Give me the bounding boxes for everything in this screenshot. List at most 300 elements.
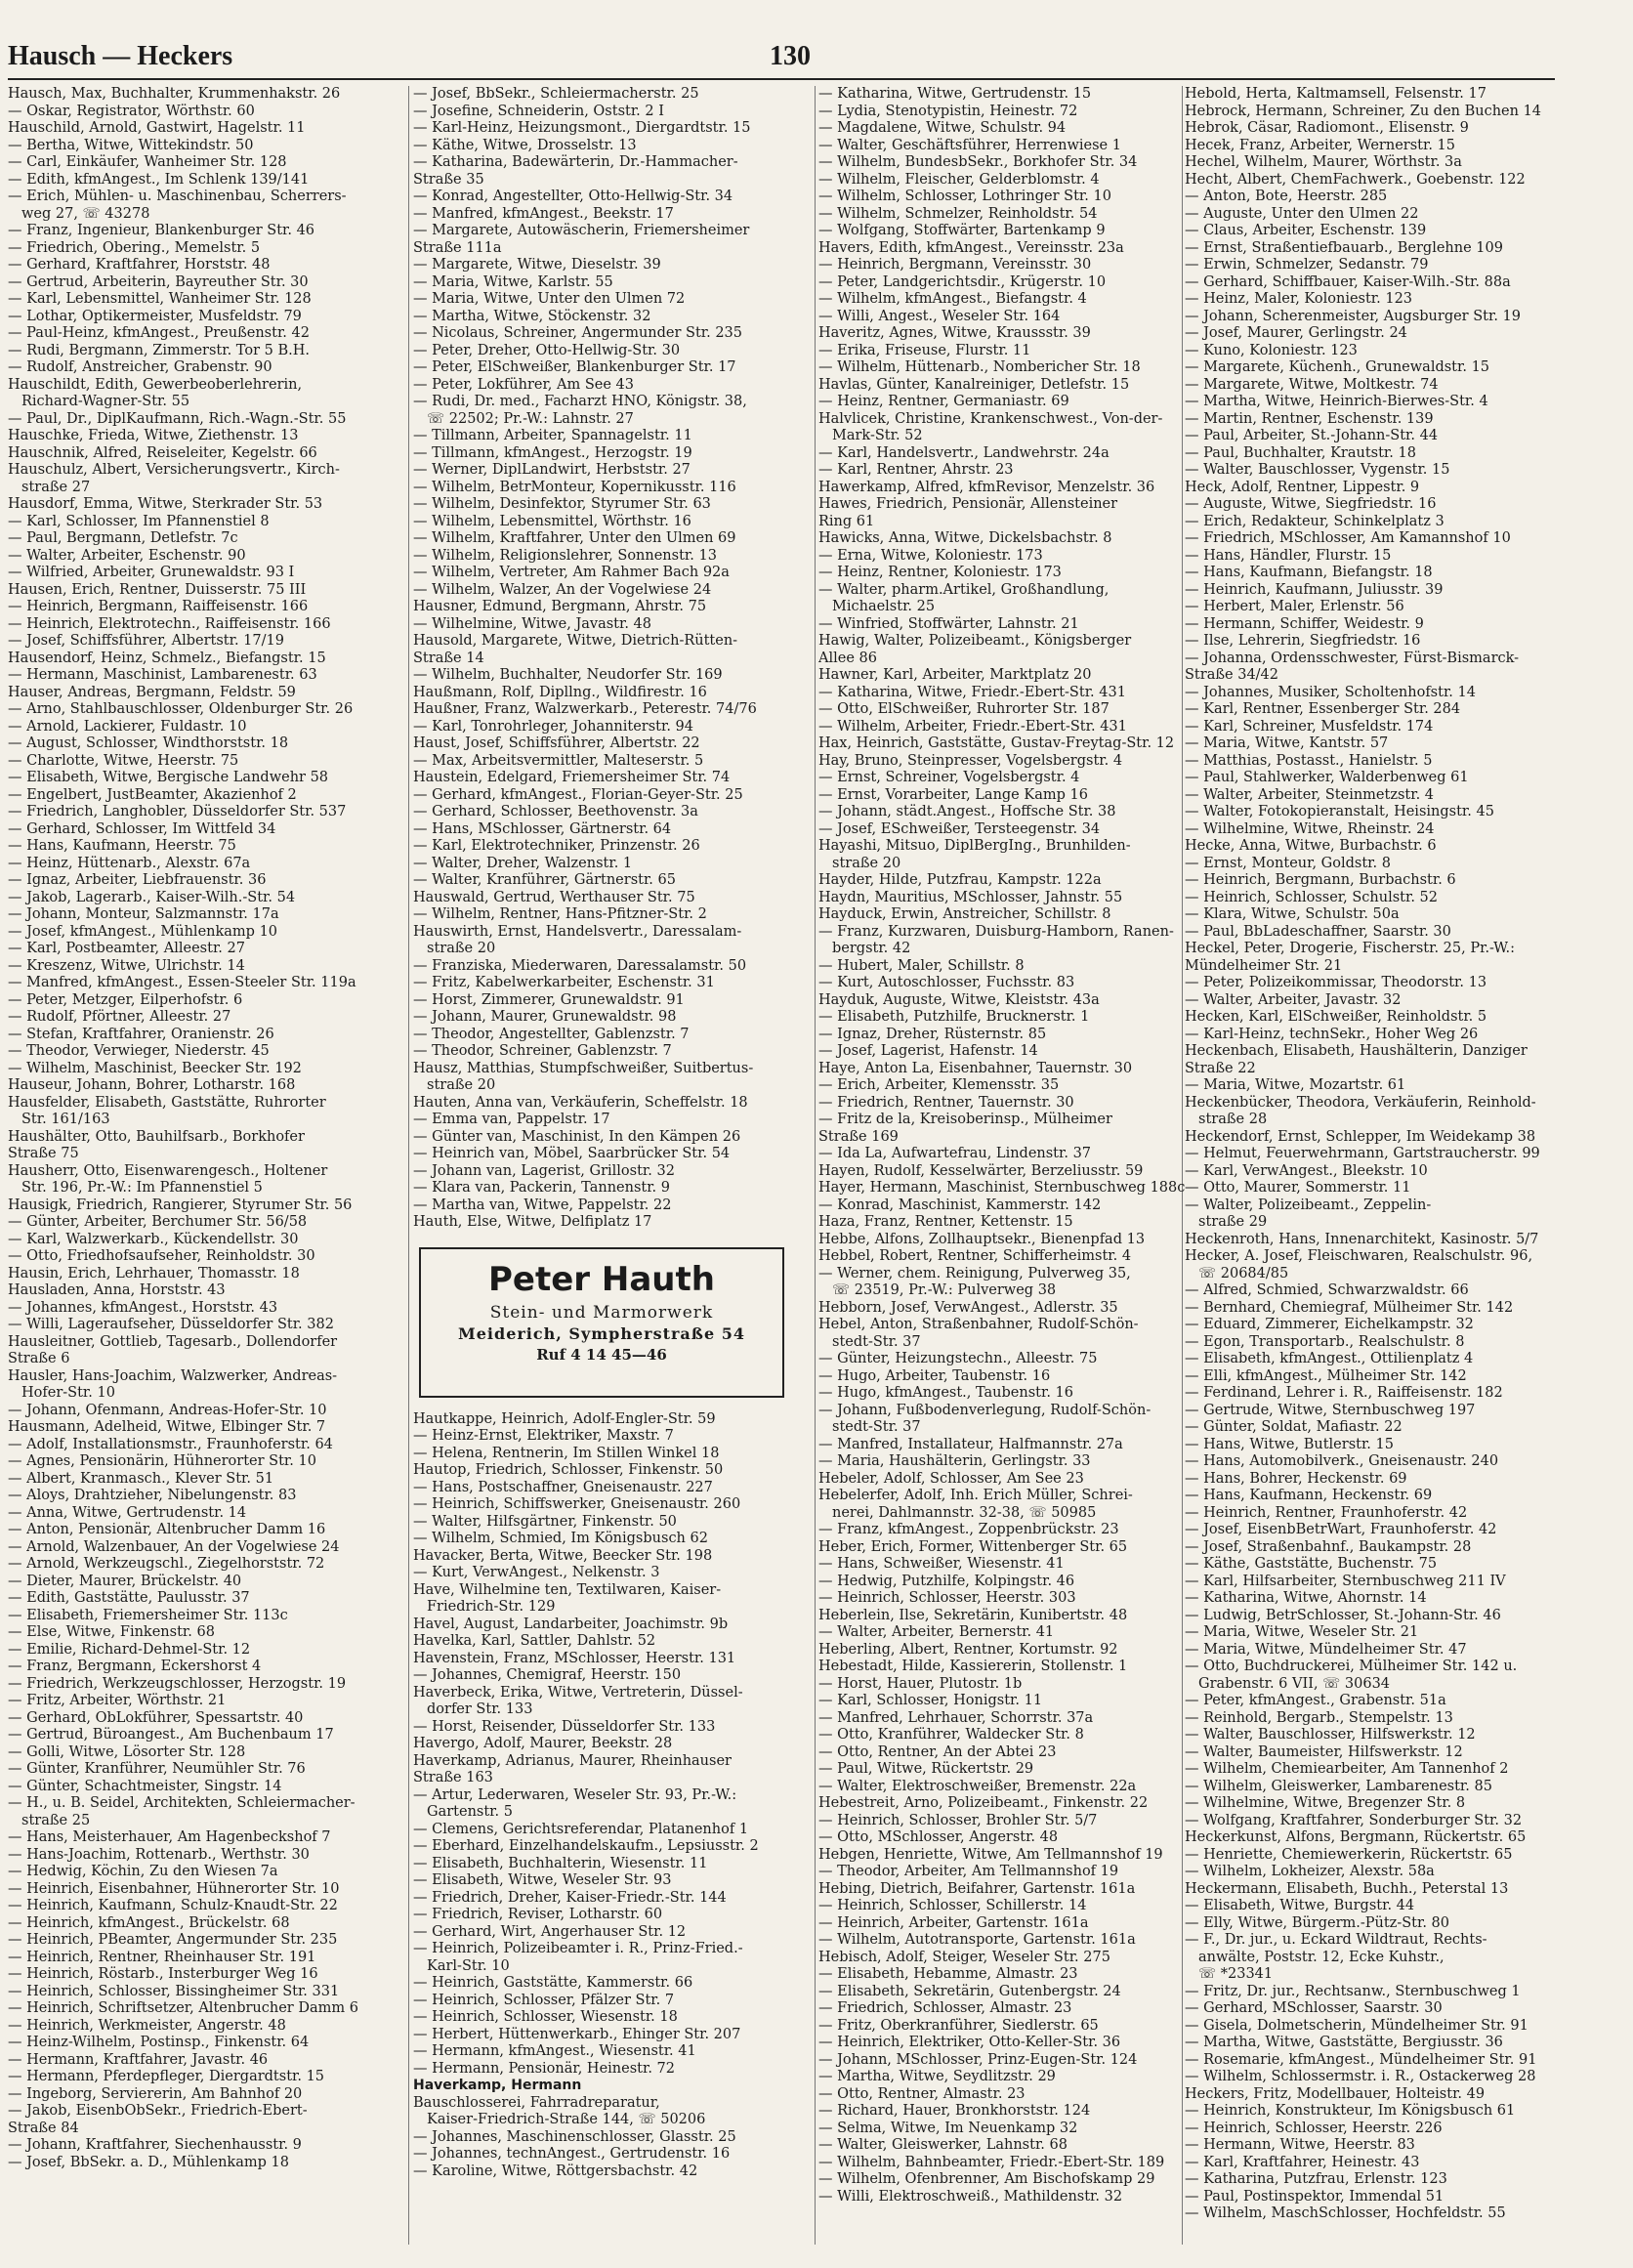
- directory-entry: — Theodor, Schreiner, Gablenzstr. 7: [413, 1043, 672, 1059]
- directory-entry: — Dieter, Maurer, Brückelstr. 40: [8, 1573, 242, 1589]
- directory-entry: straße 25: [21, 1812, 91, 1828]
- directory-entry: — Walter, Fotokopieranstalt, Heisingstr. 45: [1185, 804, 1494, 819]
- directory-entry: Heberling, Albert, Rentner, Kortumstr. 92: [818, 1641, 1118, 1658]
- directory-entry: Haußmann, Rolf, Dipllng., Wildfirestr. 16: [413, 684, 707, 700]
- directory-entry: — Heinrich, Schlosser, Brohler Str. 5/7: [818, 1812, 1098, 1828]
- directory-entry: — Kurt, VerwAngest., Nelkenstr. 3: [413, 1565, 660, 1580]
- directory-entry: — Gerhard, Wirt, Angerhauser Str. 12: [413, 1923, 687, 1940]
- directory-entry: — Heinrich, Bergmann, Raiffeisenstr. 166: [8, 599, 309, 614]
- directory-entry: — Elisabeth, Putzhilfe, Brucknerstr. 1: [818, 1009, 1090, 1025]
- ad-subtitle: Stein- und Marmorwerk: [489, 1302, 714, 1323]
- directory-entry: Hebbel, Robert, Rentner, Schifferheimstr. 4: [818, 1248, 1132, 1264]
- directory-entry: — Ernst, Schreiner, Vogelsbergstr. 4: [818, 770, 1080, 785]
- directory-entry: Hausdorf, Emma, Witwe, Sterkrader Str. 53: [8, 496, 323, 512]
- directory-entry: — Heinrich, Schlosser, Bissingheimer Str. 331: [8, 1983, 340, 1999]
- directory-entry: Haverkamp, Adrianus, Maurer, Rheinhauser: [413, 1752, 732, 1769]
- directory-entry: — Johann, Fußbodenverlegung, Rudolf-Schön-: [818, 1402, 1151, 1418]
- directory-entry: Haveritz, Agnes, Witwe, Kraussstr. 39: [818, 325, 1091, 341]
- directory-entry: Hawerkamp, Alfred, kfmRevisor, Menzelstr. 36: [818, 479, 1155, 495]
- directory-entry: Hawes, Friedrich, Pensionär, Allensteiner: [818, 496, 1118, 512]
- directory-entry: Hebisch, Adolf, Steiger, Weseler Str. 275: [818, 1949, 1110, 1965]
- directory-entry: — Fritz, Dr. jur., Rechtsanw., Sternbuschweg 1: [1185, 1983, 1521, 1999]
- directory-entry: Str. 161/163: [21, 1112, 110, 1127]
- directory-entry: — Karl, Schlosser, Honigstr. 11: [818, 1693, 1043, 1708]
- directory-entry: straße 20: [427, 1077, 496, 1093]
- directory-entry: — H., u. B. Seidel, Architekten, Schleiermacher-: [8, 1795, 356, 1811]
- directory-entry: — Walter, Arbeiter, Eschenstr. 90: [8, 547, 246, 564]
- directory-entry: — Erna, Witwe, Koloniestr. 173: [818, 547, 1043, 564]
- directory-entry: — Wilfried, Arbeiter, Grunewaldstr. 93 I: [8, 565, 295, 580]
- directory-entry: Hebborn, Josef, VerwAngest., Adlerstr. 35: [818, 1299, 1118, 1316]
- directory-entry: — Peter, Polizeikommissar, Theodorstr. 13: [1185, 975, 1487, 990]
- directory-entry: Haverbeck, Erika, Witwe, Vertreterin, Düssel-: [413, 1684, 743, 1701]
- directory-entry: — Adolf, Installationsmstr., Fraunhoferstr. 64: [8, 1436, 333, 1452]
- directory-entry: — Artur, Lederwaren, Weseler Str. 93, Pr.-W.:: [413, 1786, 737, 1803]
- directory-entry: — Heinrich, Rentner, Fraunhoferstr. 42: [1185, 1504, 1468, 1521]
- directory-entry: — Heinrich, Schlosser, Schillerstr. 14: [818, 1898, 1087, 1913]
- directory-entry: Halvlicek, Christine, Krankenschwest., Von-der-: [818, 410, 1163, 427]
- directory-entry: Hecek, Franz, Arbeiter, Wernerstr. 15: [1185, 137, 1455, 153]
- directory-entry: — Johann, Maurer, Grunewaldstr. 98: [413, 1009, 677, 1025]
- directory-entry: — Paul, Witwe, Rückertstr. 29: [818, 1761, 1034, 1777]
- directory-entry: Hauswald, Gertrud, Werthauser Str. 75: [413, 889, 695, 905]
- directory-entry: Hecken, Karl, ElSchweißer, Reinholdstr. 5: [1185, 1009, 1487, 1025]
- directory-entry: — Kreszenz, Witwe, Ulrichstr. 14: [8, 957, 245, 974]
- directory-entry: — Heinz, Rentner, Germaniastr. 69: [818, 394, 1069, 409]
- directory-entry: Hauschild, Arnold, Gastwirt, Hagelstr. 11: [8, 120, 306, 136]
- directory-entry: — Otto, Rentner, Almastr. 23: [818, 2085, 1026, 2102]
- directory-entry: ☏ 22502; Pr.-W.: Lahnstr. 27: [427, 410, 634, 427]
- directory-entry: — Elisabeth, Sekretärin, Gutenbergstr. 24: [818, 1983, 1121, 1999]
- directory-entry: Hax, Heinrich, Gaststätte, Gustav-Freytag-Str. 12: [818, 735, 1175, 751]
- directory-entry: Allee 86: [818, 650, 877, 666]
- directory-entry: Hebing, Dietrich, Beifahrer, Gartenstr. 161a: [818, 1880, 1136, 1897]
- directory-entry: — Engelbert, JustBeamter, Akazienhof 2: [8, 786, 297, 803]
- directory-entry: — Heinrich, Schriftsetzer, Altenbrucher Damm 6: [8, 2000, 358, 2016]
- directory-entry: Hausmann, Adelheid, Witwe, Elbinger Str. 7: [8, 1419, 326, 1435]
- directory-entry: Straße 34/42: [1185, 667, 1278, 683]
- directory-entry: — Elli, kfmAngest., Mülheimer Str. 142: [1185, 1367, 1467, 1384]
- directory-entry: — Martha, Witwe, Stöckenstr. 32: [413, 308, 651, 324]
- directory-entry: — Rudolf, Anstreicher, Grabenstr. 90: [8, 359, 272, 375]
- directory-entry: — Johannes, kfmAngest., Horststr. 43: [8, 1299, 278, 1316]
- directory-entry: — Egon, Transportarb., Realschulstr. 8: [1185, 1333, 1465, 1350]
- directory-entry: — Golli, Witwe, Lösorter Str. 128: [8, 1743, 246, 1760]
- directory-entry: Haustein, Edelgard, Friemersheimer Str. 74: [413, 770, 731, 785]
- directory-entry: — Peter, Dreher, Otto-Hellwig-Str. 30: [413, 342, 681, 358]
- directory-entry: — Ignaz, Dreher, Rüsternstr. 85: [818, 1026, 1047, 1042]
- directory-entry: Hebold, Herta, Kaltmamsell, Felsenstr. 17: [1185, 86, 1486, 102]
- directory-entry: Hebeler, Adolf, Schlosser, Am See 23: [818, 1470, 1084, 1487]
- directory-entry: — Johannes, technAngest., Gertrudenstr. 16: [413, 2146, 731, 2162]
- directory-entry: — Werner, DiplLandwirt, Herbststr. 27: [413, 462, 691, 478]
- directory-entry: — Karl-Heinz, technSekr., Hoher Weg 26: [1185, 1026, 1479, 1042]
- directory-entry: — Hugo, kfmAngest., Taubenstr. 16: [818, 1385, 1073, 1401]
- directory-entry: — Gerhard, MSchlosser, Saarstr. 30: [1185, 2000, 1443, 2016]
- directory-entry: — Heinrich, Schlosser, Schulstr. 52: [1185, 889, 1438, 905]
- directory-entry: Hechel, Wilhelm, Maurer, Wörthstr. 3a: [1185, 154, 1462, 170]
- directory-entry: Hausigk, Friedrich, Rangierer, Styrumer Str. 56: [8, 1197, 353, 1213]
- directory-entry: — Maria, Witwe, Mozartstr. 61: [1185, 1077, 1406, 1093]
- directory-entry: — Edith, Gaststätte, Paulusstr. 37: [8, 1590, 250, 1606]
- directory-entry: — Eduard, Zimmerer, Eichelkampstr. 32: [1185, 1317, 1474, 1332]
- directory-entry: — Gerhard, Schiffbauer, Kaiser-Wilh.-Str. 88a: [1185, 273, 1511, 290]
- directory-entry: — Emma van, Pappelstr. 17: [413, 1112, 610, 1127]
- directory-entry: Hawicks, Anna, Witwe, Dickelsbachstr. 8: [818, 530, 1112, 546]
- directory-entry: nerei, Dahlmannstr. 32-38, ☏ 50985: [832, 1504, 1097, 1521]
- directory-entry: Hausz, Matthias, Stumpfschweißer, Suitbertus-: [413, 1060, 754, 1076]
- directory-entry: Str. 196, Pr.-W.: Im Pfannenstiel 5: [21, 1180, 263, 1196]
- directory-entry: Ring 61: [818, 513, 875, 529]
- directory-entry: — Nicolaus, Schreiner, Angermunder Str. 235: [413, 325, 743, 341]
- directory-entry: — Heinrich, Schlosser, Heerstr. 303: [818, 1590, 1076, 1606]
- directory-entry: — Franz, Ingenieur, Blankenburger Str. 46: [8, 223, 315, 238]
- directory-entry: — Friedrich, Werkzeugschlosser, Herzogstr. 19: [8, 1675, 347, 1692]
- directory-entry: — Maria, Witwe, Kantstr. 57: [1185, 735, 1389, 751]
- directory-entry: — F., Dr. jur., u. Eckard Wildtraut, Rechts-: [1185, 1932, 1487, 1948]
- directory-entry: — Hans, Kaufmann, Heckenstr. 69: [1185, 1488, 1433, 1503]
- directory-entry: Hausner, Edmund, Bergmann, Ahrstr. 75: [413, 599, 707, 614]
- directory-entry: — Elisabeth, Buchhalterin, Wiesenstr. 11: [413, 1855, 708, 1871]
- directory-entry: — Martha, Witwe, Heinrich-Bierwes-Str. 4: [1185, 394, 1488, 409]
- directory-columns: [8, 86, 1555, 2254]
- directory-entry: — Ernst, Straßentiefbauarb., Berglehne 109: [1185, 239, 1503, 256]
- directory-entry: Havergo, Adolf, Maurer, Beekstr. 28: [413, 1736, 673, 1751]
- directory-entry: — Günter, Schachtmeister, Singstr. 14: [8, 1778, 282, 1794]
- directory-entry: Havers, Edith, kfmAngest., Vereinsstr. 23a: [818, 239, 1124, 256]
- directory-entry: — Maria, Witwe, Weseler Str. 21: [1185, 1624, 1419, 1640]
- directory-entry: — Peter, Lokführer, Am See 43: [413, 376, 635, 393]
- directory-entry: — Hedwig, Putzhilfe, Kolpingstr. 46: [818, 1573, 1075, 1589]
- column-3: [818, 86, 1195, 2254]
- directory-entry: — Richard, Hauer, Bronkhorststr. 124: [818, 2103, 1091, 2119]
- directory-entry: — Theodor, Verwieger, Niederstr. 45: [8, 1043, 270, 1059]
- directory-entry: — Konrad, Angestellter, Otto-Hellwig-Str. 34: [413, 189, 733, 204]
- directory-entry: weg 27, ☏ 43278: [21, 205, 150, 222]
- directory-entry: — Johann, städt.Angest., Hoffsche Str. 38: [818, 804, 1116, 819]
- directory-entry: — Karl, Lebensmittel, Wanheimer Str. 128: [8, 291, 312, 307]
- directory-entry: — Stefan, Kraftfahrer, Oranienstr. 26: [8, 1026, 274, 1042]
- directory-entry: Hayduk, Auguste, Witwe, Kleiststr. 43a: [818, 991, 1100, 1008]
- directory-entry: — Karl-Heinz, Heizungsmont., Diergardtstr. 15: [413, 120, 751, 136]
- directory-entry: Straße 75: [8, 1146, 79, 1161]
- directory-entry: — Peter, kfmAngest., Grabenstr. 51a: [1185, 1693, 1446, 1708]
- directory-entry: — Carl, Einkäufer, Wanheimer Str. 128: [8, 154, 287, 170]
- directory-entry: Hausler, Hans-Joachim, Walzwerker, Andreas-: [8, 1367, 338, 1384]
- directory-entry: ☏ 20684/85: [1198, 1265, 1289, 1281]
- directory-entry: — Friedrich, Reviser, Lotharstr. 60: [413, 1907, 663, 1922]
- directory-entry: — Karl, Schreiner, Musfeldstr. 174: [1185, 718, 1434, 735]
- directory-entry: — Otto, Kranführer, Waldecker Str. 8: [818, 1727, 1084, 1743]
- directory-entry: — Günter, Soldat, Mafiastr. 22: [1185, 1419, 1403, 1435]
- directory-entry: — Katharina, Witwe, Gertrudenstr. 15: [818, 86, 1092, 102]
- directory-entry: Heckendorf, Ernst, Schlepper, Im Weidekamp 38: [1185, 1128, 1536, 1145]
- directory-entry: — Katharina, Witwe, Friedr.-Ebert-Str. 431: [818, 684, 1126, 700]
- directory-entry: — Friedrich, Dreher, Kaiser-Friedr.-Str. 144: [413, 1889, 727, 1906]
- directory-entry: — Horst, Hauer, Plutostr. 1b: [818, 1675, 1023, 1692]
- directory-entry: — Manfred, Installateur, Halfmannstr. 27a: [818, 1436, 1123, 1452]
- advertisement-box: [419, 1247, 784, 1398]
- directory-entry: — Katharina, Putzfrau, Erlenstr. 123: [1185, 2171, 1447, 2187]
- directory-entry: Straße 22: [1185, 1060, 1256, 1076]
- directory-entry: — Johannes, Maschinenschlosser, Glasstr. 25: [413, 2128, 736, 2145]
- directory-entry: — Emilie, Richard-Dehmel-Str. 12: [8, 1641, 251, 1658]
- directory-entry: — Erich, Mühlen- u. Maschinenbau, Scherrers-: [8, 189, 347, 204]
- directory-entry: — Theodor, Angestellter, Gablenzstr. 7: [413, 1026, 690, 1042]
- directory-entry: — Walter, Arbeiter, Javastr. 32: [1185, 991, 1402, 1008]
- directory-entry: — Wilhelmine, Witwe, Rheinstr. 24: [1185, 820, 1435, 837]
- directory-entry: — Magdalene, Witwe, Schulstr. 94: [818, 120, 1067, 136]
- directory-entry: — Günter, Kranführer, Neumühler Str. 76: [8, 1761, 306, 1777]
- directory-entry: — Walter, Arbeiter, Steinmetzstr. 4: [1185, 786, 1435, 803]
- directory-entry: Haye, Anton La, Eisenbahner, Tauernstr. 30: [818, 1060, 1133, 1076]
- directory-entry: — Wilhelm, Vertreter, Am Rahmer Bach 92a: [413, 565, 730, 580]
- directory-entry: — Günter van, Maschinist, In den Kämpen 26: [413, 1128, 741, 1145]
- directory-entry: Kaiser-Friedrich-Straße 144, ☏ 50206: [427, 2112, 706, 2127]
- directory-entry: — Karl, Rentner, Ahrstr. 23: [818, 462, 1014, 478]
- directory-entry: — Konrad, Maschinist, Kammerstr. 142: [818, 1197, 1102, 1213]
- directory-entry: Hayen, Rudolf, Kesselwärter, Berzeliusstr. 59: [818, 1162, 1144, 1179]
- directory-entry: — Willi, Elektroschweiß., Mathildenstr. 32: [818, 2188, 1123, 2205]
- directory-entry: — Hans, MSchlosser, Gärtnerstr. 64: [413, 820, 672, 837]
- directory-entry: — Hans, Schweißer, Wiesenstr. 41: [818, 1556, 1065, 1572]
- directory-entry: Hausherr, Otto, Eisenwarengesch., Holtener: [8, 1162, 328, 1179]
- directory-entry: — Wilhelm, Arbeiter, Friedr.-Ebert-Str. 431: [818, 718, 1127, 735]
- directory-entry: Mark-Str. 52: [832, 428, 923, 443]
- directory-entry: — Katharina, Badewärterin, Dr.-Hammacher-: [413, 154, 738, 170]
- directory-entry: — Johanna, Ordensschwester, Fürst-Bismarck-: [1185, 650, 1520, 666]
- directory-entry: Heberlein, Ilse, Sekretärin, Kunibertstr. 48: [818, 1607, 1128, 1623]
- directory-entry: Hausleitner, Gottlieb, Tagesarb., Dollendorfer: [8, 1333, 338, 1350]
- directory-entry: Hebrok, Cäsar, Radiomont., Elisenstr. 9: [1185, 120, 1469, 136]
- directory-entry: — Clemens, Gerichtsreferendar, Platanenhof 1: [413, 1821, 749, 1837]
- ad-company-name: Peter Hauth: [488, 1259, 715, 1299]
- directory-entry: — Heinrich, kfmAngest., Brückelstr. 68: [8, 1914, 290, 1931]
- directory-entry: — Wilhelm, Fleischer, Gelderblomstr. 4: [818, 171, 1100, 188]
- directory-entry: straße 29: [1198, 1214, 1268, 1230]
- directory-entry: — Karl, Rentner, Essenberger Str. 284: [1185, 701, 1461, 717]
- directory-entry: — Erika, Friseuse, Flurstr. 11: [818, 342, 1031, 358]
- directory-entry: — Karl, Tonrohrleger, Johanniterstr. 94: [413, 718, 694, 735]
- directory-entry: Hayduck, Erwin, Anstreicher, Schillstr. 8: [818, 906, 1111, 922]
- directory-entry: — Wilhelm, Bahnbeamter, Friedr.-Ebert-Str. 189: [818, 2154, 1165, 2170]
- directory-entry: — Paul-Heinz, kfmAngest., Preußenstr. 42: [8, 325, 310, 341]
- directory-entry: Straße 6: [8, 1351, 70, 1366]
- directory-entry: Have, Wilhelmine ten, Textilwaren, Kaiser-: [413, 1581, 722, 1598]
- column-2: [413, 86, 790, 2254]
- directory-entry: — Karl, Postbeamter, Alleestr. 27: [8, 941, 245, 956]
- directory-entry: Hayder, Hilde, Putzfrau, Kampstr. 122a: [818, 872, 1102, 888]
- directory-entry: — Käthe, Gaststätte, Buchenstr. 75: [1185, 1556, 1438, 1572]
- directory-entry: — Heinrich, Schiffswerker, Gneisenaustr. 260: [413, 1496, 741, 1512]
- directory-entry: — Heinz, Rentner, Koloniestr. 173: [818, 565, 1062, 580]
- directory-entry: — Gisela, Dolmetscherin, Mündelheimer Str. 91: [1185, 2017, 1528, 2034]
- directory-entry: — Heinrich, Polizeibeamter i. R., Prinz-Fried.-: [413, 1941, 743, 1956]
- directory-entry: — Franz, Bergmann, Eckershorst 4: [8, 1659, 262, 1674]
- directory-entry: Hebgen, Henriette, Witwe, Am Tellmannshof 19: [818, 1846, 1163, 1863]
- directory-entry: — Ferdinand, Lehrer i. R., Raiffeisenstr. 182: [1185, 1385, 1503, 1401]
- directory-entry: — Heinrich, Rentner, Rheinhauser Str. 191: [8, 1949, 316, 1965]
- directory-entry: — Gertrude, Witwe, Sternbuschweg 197: [1185, 1402, 1476, 1418]
- directory-entry: — Maria, Witwe, Unter den Ulmen 72: [413, 291, 686, 307]
- column-2-tail: [413, 2095, 790, 2181]
- directory-entry: — Auguste, Unter den Ulmen 22: [1185, 205, 1419, 222]
- directory-entry: — Horst, Reisender, Düsseldorfer Str. 133: [413, 1718, 716, 1735]
- directory-entry: Straße 14: [413, 650, 484, 666]
- directory-entry: — Reinhold, Bergarb., Stempelstr. 13: [1185, 1709, 1453, 1726]
- directory-entry: — Margarete, Autowäscherin, Friemersheimer: [413, 223, 750, 238]
- directory-entry: — Friedrich, Rentner, Tauernstr. 30: [818, 1094, 1074, 1111]
- directory-entry: — Wilhelm, MaschSchlosser, Hochfeldstr. 55: [1185, 2205, 1506, 2221]
- directory-entry: Hausen, Erich, Rentner, Duisserstr. 75 III: [8, 581, 307, 598]
- directory-entry: Hecht, Albert, ChemFachwerk., Goebenstr. 122: [1185, 171, 1526, 188]
- directory-entry: — Heinrich, Schlosser, Heerstr. 226: [1185, 2120, 1443, 2136]
- directory-entry: Straße 35: [413, 171, 484, 188]
- directory-entry: Straße 84: [8, 2120, 79, 2136]
- directory-entry: — Josef, Maurer, Gerlingstr. 24: [1185, 325, 1407, 341]
- directory-entry: — Josef, BbSekr., Schleiermacherstr. 25: [413, 86, 699, 102]
- directory-entry: Heckel, Peter, Drogerie, Fischerstr. 25, Pr.-W.:: [1185, 941, 1516, 956]
- directory-entry: — Wolfgang, Kraftfahrer, Sonderburger Str. 32: [1185, 1812, 1523, 1828]
- directory-entry: — Agnes, Pensionärin, Hühnerorter Str. 10: [8, 1453, 316, 1469]
- directory-entry: Straße 111a: [413, 239, 502, 256]
- directory-entry: — Ingeborg, Serviererin, Am Bahnhof 20: [8, 2085, 303, 2102]
- directory-entry: — Fritz, Kabelwerkarbeiter, Eschenstr. 31: [413, 975, 715, 990]
- directory-entry: — Johannes, Chemigraf, Heerstr. 150: [413, 1667, 682, 1683]
- directory-entry: — Tillmann, kfmAngest., Herzogstr. 19: [413, 444, 692, 461]
- directory-entry: — Erich, Redakteur, Schinkelplatz 3: [1185, 513, 1445, 529]
- directory-entry: — Hans, Händler, Flurstr. 15: [1185, 547, 1392, 564]
- directory-entry: — Claus, Arbeiter, Eschenstr. 139: [1185, 223, 1427, 238]
- column-2-bottom: [413, 1411, 790, 2079]
- directory-entry: — Paul, Buchhalter, Krautstr. 18: [1185, 444, 1416, 461]
- directory-entry: — Bertha, Witwe, Wittekindstr. 50: [8, 137, 254, 153]
- directory-entry: — Heinrich, Schlosser, Wiesenstr. 18: [413, 2009, 678, 2025]
- directory-entry: — Heinz-Wilhelm, Postinsp., Finkenstr. 64: [8, 2035, 310, 2050]
- directory-entry: — Hans, Witwe, Butlerstr. 15: [1185, 1436, 1394, 1452]
- directory-entry: Hauswirth, Ernst, Handelsvertr., Daressalam-: [413, 923, 742, 940]
- directory-entry: — Peter, Landgerichtsdir., Krügerstr. 10: [818, 273, 1107, 290]
- directory-entry: — Wilhelm, Desinfektor, Styrumer Str. 63: [413, 496, 711, 512]
- directory-entry: — Wilhelm, Schmied, Im Königsbusch 62: [413, 1531, 708, 1546]
- directory-entry: Heckenbach, Elisabeth, Haushälterin, Danziger: [1185, 1043, 1528, 1059]
- directory-entry: Hecke, Anna, Witwe, Burbachstr. 6: [1185, 838, 1437, 854]
- directory-entry: Heck, Adolf, Rentner, Lippestr. 9: [1185, 479, 1420, 495]
- directory-entry: — Elisabeth, kfmAngest., Ottilienplatz 4: [1185, 1351, 1474, 1366]
- directory-entry: — Paul, Stahlwerker, Walderbenweg 61: [1185, 770, 1469, 785]
- directory-entry: — Wilhelm, Schmelzer, Reinholdstr. 54: [818, 205, 1098, 222]
- directory-entry: — Wolfgang, Stoffwärter, Bartenkamp 9: [818, 223, 1106, 238]
- directory-entry: — Hans-Joachim, Rottenarb., Werthstr. 30: [8, 1846, 310, 1863]
- directory-entry: Heckers, Fritz, Modellbauer, Holteistr. 49: [1185, 2085, 1486, 2102]
- directory-entry: — Franziska, Miederwaren, Daressalamstr. 50: [413, 957, 747, 974]
- directory-entry: Heckenbücker, Theodora, Verkäuferin, Reinhold-: [1185, 1094, 1536, 1111]
- directory-entry: Haußner, Franz, Walzwerkarb., Peterestr. 74/76: [413, 701, 757, 717]
- directory-entry: — Heinrich, Kaufmann, Schulz-Knaudt-Str. 22: [8, 1898, 338, 1913]
- directory-entry: — Hermann, Witwe, Heerstr. 83: [1185, 2137, 1415, 2153]
- directory-entry: — Maria, Witwe, Mündelheimer Str. 47: [1185, 1641, 1467, 1658]
- directory-entry: — Hermann, Pensionär, Heinestr. 72: [413, 2060, 675, 2077]
- directory-entry: Havenstein, Franz, MSchlosser, Heerstr. 131: [413, 1650, 736, 1666]
- directory-entry: — Hermann, kfmAngest., Wiesenstr. 41: [413, 2043, 696, 2059]
- directory-entry: — Anton, Bote, Heerstr. 285: [1185, 189, 1388, 204]
- directory-entry: — Wilhelm, Hüttenarb., Nombericher Str. 18: [818, 359, 1141, 375]
- directory-entry: — Wilhelmine, Witwe, Javastr. 48: [413, 615, 652, 632]
- directory-entry: — Maria, Haushälterin, Gerlingstr. 33: [818, 1453, 1091, 1469]
- directory-entry: Hauser, Andreas, Bergmann, Feldstr. 59: [8, 684, 296, 700]
- directory-entry: — Aloys, Drahtzieher, Nibelungenstr. 83: [8, 1488, 297, 1503]
- directory-entry: — Paul, Arbeiter, St.-Johann-Str. 44: [1185, 428, 1439, 443]
- directory-entry: Friedrich-Str. 129: [427, 1599, 556, 1615]
- directory-entry: — Walter, Dreher, Walzenstr. 1: [413, 855, 633, 871]
- directory-entry: — Elisabeth, Hebamme, Almastr. 23: [818, 1966, 1078, 1982]
- ad-phone: Ruf 4 14 45—46: [536, 1345, 667, 1364]
- directory-entry: — Fritz, Arbeiter, Wörthstr. 21: [8, 1693, 227, 1708]
- directory-entry: — Herbert, Maler, Erlenstr. 56: [1185, 599, 1404, 614]
- directory-entry: — Bernhard, Chemiegraf, Mülheimer Str. 142: [1185, 1299, 1514, 1316]
- directory-entry: — Martin, Rentner, Eschenstr. 139: [1185, 410, 1434, 427]
- directory-entry: — Josef, kfmAngest., Mühlenkamp 10: [8, 923, 278, 940]
- directory-entry: Hayer, Hermann, Maschinist, Sternbuschweg 188c: [818, 1180, 1186, 1196]
- directory-entry: — Karl, Hilfsarbeiter, Sternbuschweg 211 IV: [1185, 1573, 1506, 1589]
- directory-entry: — Josef, Lagerist, Hafenstr. 14: [818, 1043, 1038, 1059]
- directory-entry: Hebbe, Alfons, Zollhauptsekr., Bienenpfad 13: [818, 1231, 1146, 1247]
- directory-entry: Richard-Wagner-Str. 55: [21, 394, 190, 409]
- directory-entry: Haushälter, Otto, Bauhilfsarb., Borkhofer: [8, 1128, 305, 1145]
- directory-entry: — Helena, Rentnerin, Im Stillen Winkel 18: [413, 1445, 720, 1461]
- directory-entry: stedt-Str. 37: [832, 1419, 921, 1435]
- directory-entry: — Kuno, Koloniestr. 123: [1185, 342, 1358, 358]
- directory-entry: — Herbert, Hüttenwerkarb., Ehinger Str. 207: [413, 2026, 741, 2042]
- directory-entry: — Heinrich, Werkmeister, Angerstr. 48: [8, 2017, 286, 2034]
- directory-entry: Hauth, Else, Witwe, Delfiplatz 17: [413, 1214, 652, 1230]
- directory-entry: — Karl, Elektrotechniker, Prinzenstr. 26: [413, 838, 700, 854]
- directory-entry: — Johann van, Lagerist, Grillostr. 32: [413, 1162, 675, 1179]
- directory-entry: — Rudi, Dr. med., Facharzt HNO, Königstr. 38,: [413, 394, 747, 409]
- directory-entry: Hecker, A. Josef, Fleischwaren, Realschulstr. 96,: [1185, 1248, 1533, 1264]
- directory-entry: Hauseur, Johann, Bohrer, Lotharstr. 168: [8, 1077, 296, 1093]
- directory-entry: — Wilhelm, Ofenbrenner, Am Bischofskamp 29: [818, 2171, 1155, 2187]
- directory-entry: Haza, Franz, Rentner, Kettenstr. 15: [818, 1214, 1073, 1230]
- directory-entry: Hauschnik, Alfred, Reiseleiter, Kegelstr. 66: [8, 444, 317, 461]
- directory-entry: — August, Schlosser, Windthorststr. 18: [8, 735, 289, 751]
- directory-entry: — Margarete, Witwe, Moltkestr. 74: [1185, 376, 1439, 393]
- directory-entry: Bauschlosserei, Fahrradreparatur,: [413, 2094, 660, 2111]
- directory-entry: — Heinz-Ernst, Elektriker, Maxstr. 7: [413, 1428, 674, 1444]
- directory-entry: — Johannes, Musiker, Scholtenhofstr. 14: [1185, 684, 1476, 700]
- directory-entry: Hauschildt, Edith, Gewerbeoberlehrerin,: [8, 376, 303, 393]
- directory-entry: — Fritz, Oberkranführer, Siedlerstr. 65: [818, 2017, 1099, 2034]
- directory-entry: — Heinrich, Gaststätte, Kammerstr. 66: [413, 1975, 693, 1991]
- directory-entry: — Walter, Polizeibeamt., Zeppelin-: [1185, 1197, 1432, 1213]
- directory-entry: — Peter, Metzger, Eilperhofstr. 6: [8, 991, 243, 1008]
- column-4: [1185, 86, 1555, 2254]
- directory-entry: ☏ 23519, Pr.-W.: Pulverweg 38: [832, 1282, 1057, 1298]
- directory-entry: Hawner, Karl, Arbeiter, Marktplatz 20: [818, 667, 1092, 683]
- directory-entry: — Johann, Ofenmann, Andreas-Hofer-Str. 10: [8, 1402, 327, 1418]
- directory-entry: — Heinrich, Röstarb., Insterburger Weg 16: [8, 1966, 318, 1982]
- directory-entry: — Walter, Hilfsgärtner, Finkenstr. 50: [413, 1513, 677, 1530]
- directory-entry: — Elisabeth, Witwe, Burgstr. 44: [1185, 1898, 1415, 1913]
- directory-entry: — Oskar, Registrator, Wörthstr. 60: [8, 103, 255, 119]
- column-1: [8, 86, 385, 2254]
- directory-entry: — Jakob, EisenbObSekr., Friedrich-Ebert-: [8, 2103, 308, 2119]
- directory-entry: — Josefine, Schneiderin, Oststr. 2 I: [413, 103, 664, 119]
- directory-entry: — Paul, Dr., DiplKaufmann, Rich.-Wagn.-Str. 55: [8, 410, 347, 427]
- directory-entry: — Kurt, Autoschlosser, Fuchsstr. 83: [818, 975, 1075, 990]
- directory-entry: — Otto, Friedhofsaufseher, Reinholdstr. 30: [8, 1248, 315, 1264]
- directory-entry: — Wilhelm, BetrMonteur, Kopernikusstr. 116: [413, 479, 736, 495]
